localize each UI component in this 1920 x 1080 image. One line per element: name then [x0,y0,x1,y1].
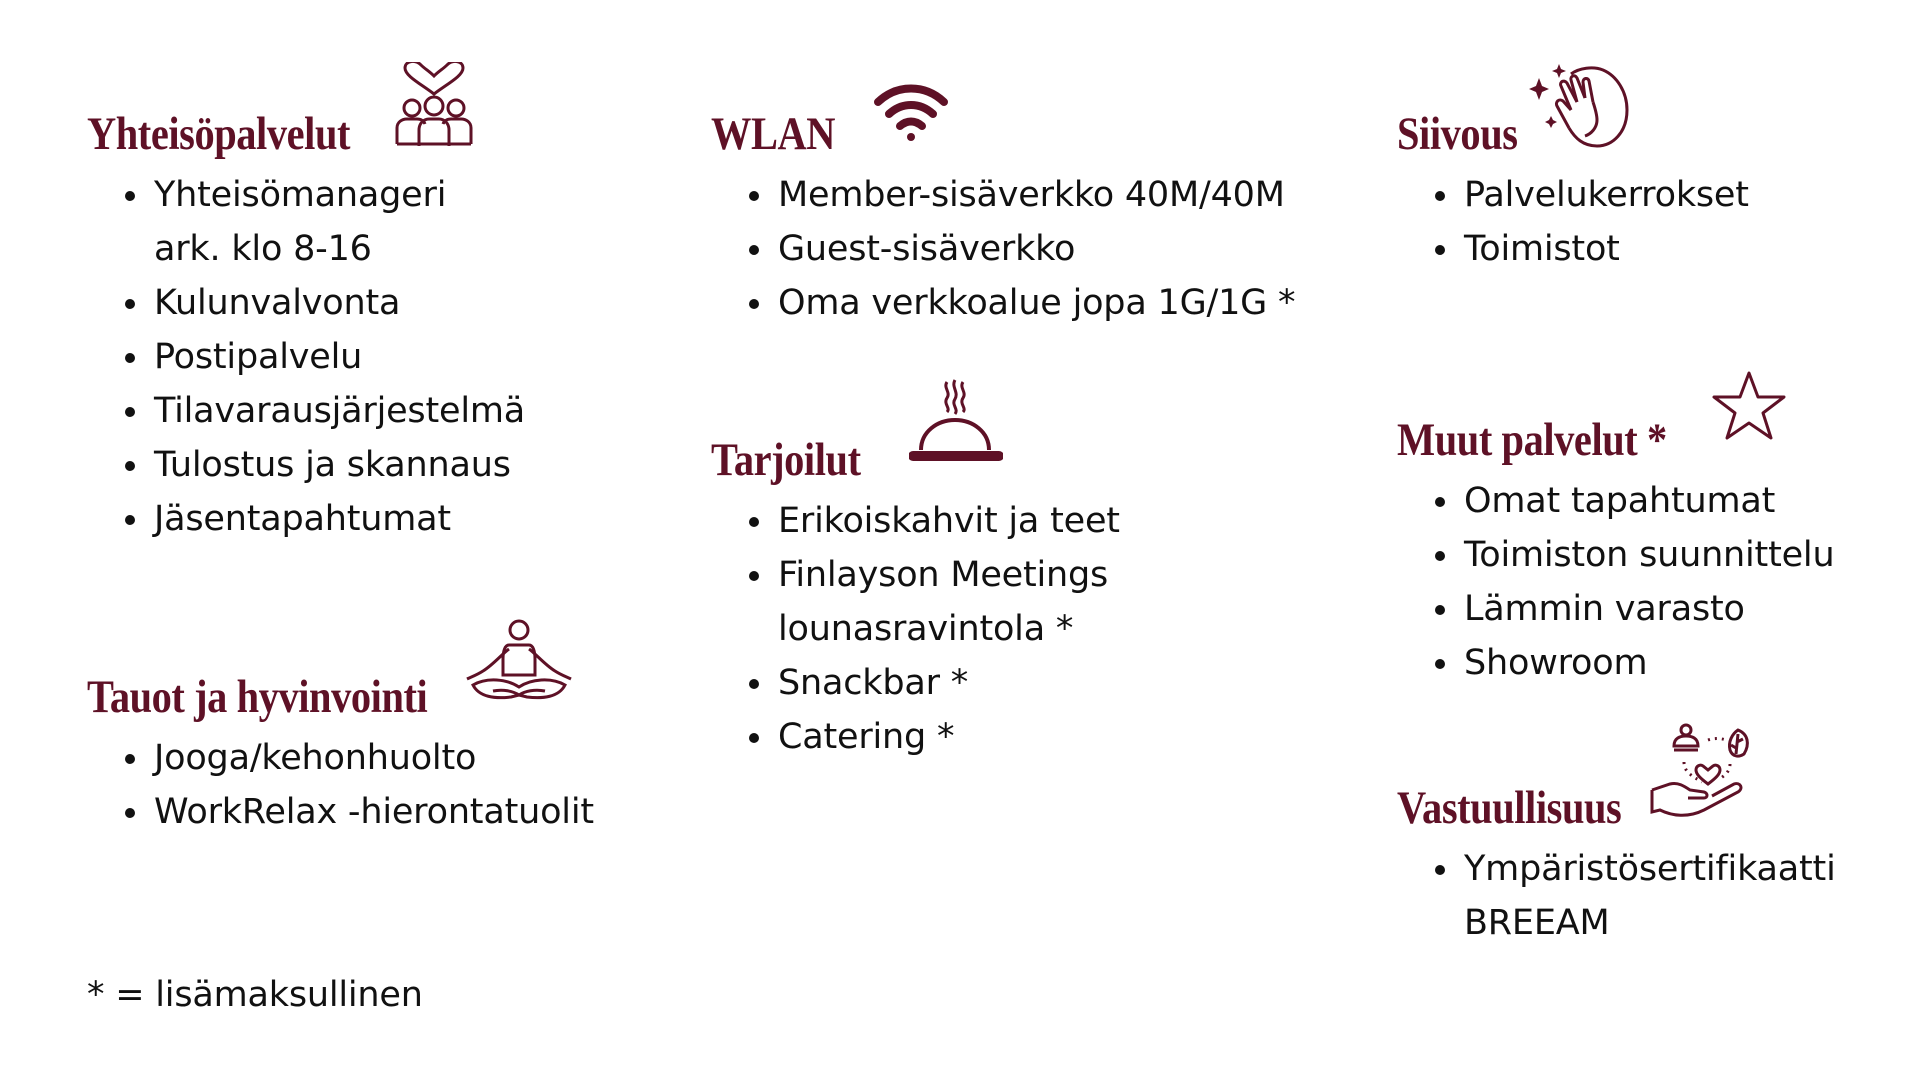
list-item: Oma verkkoalue jopa 1G/1G * [778,276,1295,330]
cleaning-hand-icon [1527,62,1631,150]
list-item: Snackbar * [778,656,1120,710]
section-tauot-ja-hyvinvointi [87,621,594,839]
list-item: Showroom [1464,636,1834,690]
section-heading [711,58,1295,158]
list-item: Jäsentapahtumat [154,492,525,546]
service-list [87,731,594,839]
service-list [87,168,525,546]
section-title: Tauot ja hyvinvointi [87,671,428,723]
section-heading [1397,364,1834,464]
list-item: Postipalvelu [154,330,525,384]
list-item: Catering * [778,710,1120,764]
sustainability-hand-icon [1648,722,1752,822]
community-group-icon [391,62,477,152]
list-item: Kulunvalvonta [154,276,525,330]
list-item: WorkRelax -hierontatuolit [154,785,594,839]
section-heading [1397,58,1749,158]
section-title: Vastuullisuus [1397,782,1622,834]
service-list [1397,842,1836,950]
food-cloche-icon [909,378,1003,470]
list-item: Palvelukerrokset [1464,168,1749,222]
list-item: Omat tapahtumat [1464,474,1834,528]
list-item: Erikoiskahvit ja teet [778,494,1120,548]
section-heading [87,621,594,721]
service-list [1397,168,1749,276]
section-muut-palvelut [1397,364,1834,690]
list-item: Lämmin varasto [1464,582,1834,636]
section-tarjoilut [711,384,1120,764]
section-title: Tarjoilut [711,434,861,486]
section-wlan [711,58,1295,330]
section-title: WLAN [711,108,836,160]
section-heading [711,384,1120,484]
section-heading [87,58,525,158]
list-item: Yhteisömanageri ark. klo 8-16 [154,168,525,276]
list-item: Jooga/kehonhuolto [154,731,594,785]
list-item: Guest-sisäverkko [778,222,1295,276]
section-siivous [1397,58,1749,276]
meditation-icon [463,619,579,711]
service-list [711,494,1120,764]
star-icon [1711,370,1787,442]
section-title: Muut palvelut * [1397,414,1667,466]
wifi-icon [873,82,949,144]
section-title: Siivous [1397,108,1518,160]
service-list [711,168,1295,330]
section-heading [1397,732,1836,832]
list-item: Toimiston suunnittelu [1464,528,1834,582]
list-item: Member-sisäverkko 40M/40M [778,168,1295,222]
section-vastuullisuus [1397,732,1836,950]
list-item: Tulostus ja skannaus [154,438,525,492]
list-item: Toimistot [1464,222,1749,276]
list-item: Tilavarausjärjestelmä [154,384,525,438]
service-list [1397,474,1834,690]
list-item: Ympäristösertifikaatti BREEAM [1464,842,1836,950]
list-item: Finlayson Meetings lounasravintola * [778,548,1120,656]
section-title: Yhteisöpalvelut [87,108,351,160]
footnote: * = lisämaksullinen [87,975,423,1015]
section-yhteisopalvelut [87,58,525,546]
